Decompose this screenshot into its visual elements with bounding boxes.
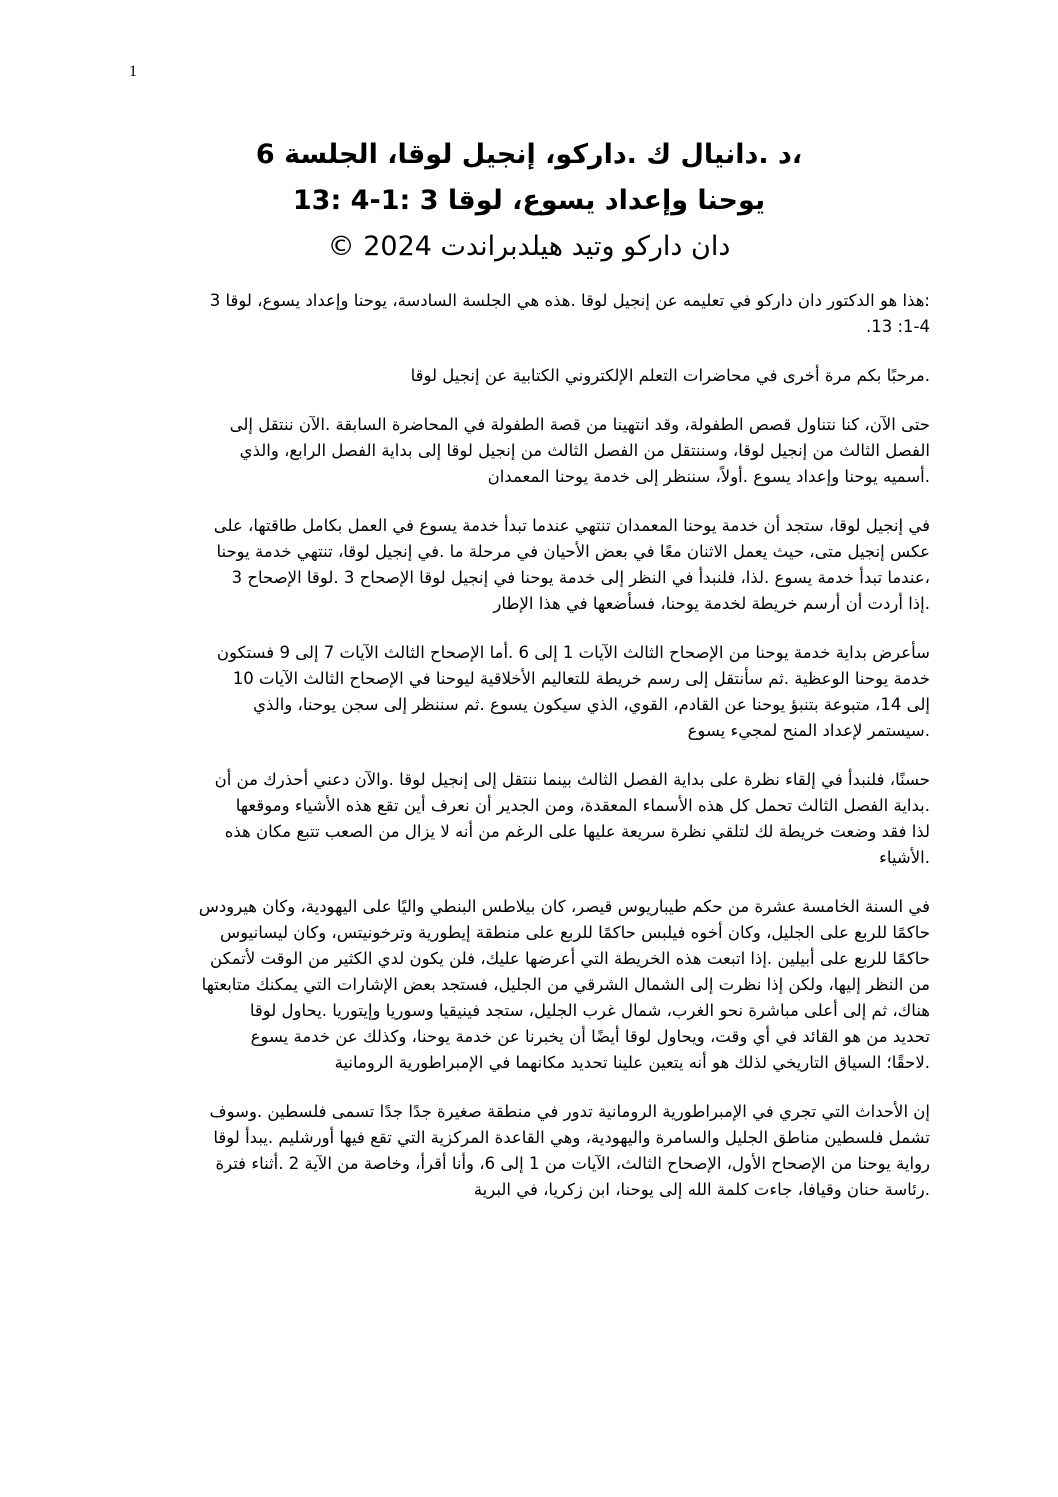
text-line: تشمل فلسطين مناطق الجليل والسامرة واليهودية، وهي القاعدة المركزية التي تقع فيها أورشليم .يبدأ لوقا <box>213 1128 930 1147</box>
text-line: .مرحبًا بكم مرة أخرى في محاضرات التعلم الإلكتروني الكتابية عن إنجيل لوقا <box>410 366 930 385</box>
paragraph-welcome <box>130 363 930 389</box>
text-line: عكس إنجيل متى، حيث يعمل الاثنان معًا في بعض الأحيان في مرحلة ما .في إنجيل لوقا، تنتهي خدمة يوحنا <box>216 542 930 561</box>
text-line: الفصل الثالث من إنجيل لوقا، وسننتقل من الفصل الثالث من إنجيل لوقا إلى بداية الفصل الرابع، والذي <box>239 441 930 460</box>
document-body <box>130 288 930 1226</box>
text-line: إلى 14، متبوعة بتنبؤ يوحنا عن القادم، القوي، الذي سيكون يسوع .ثم سننظر إلى سجن يوحنا، والذي <box>253 695 930 714</box>
text-line: :هذا هو الدكتور دان داركو في تعليمه عن إنجيل لوقا .هذه هي الجلسة السادسة، يوحنا وإعداد يسوع، لوقا 3 <box>209 291 930 310</box>
title-line-2: يوحنا وإعداد يسوع، لوقا 3 :1-4 :13 <box>292 185 766 216</box>
text-line: .بداية الفصل الثالث تحمل كل هذه الأسماء المعقدة، ومن الجدير أن نعرف أين تقع هذه الأشياء وموقعها <box>235 796 930 815</box>
paragraph-chapter-three <box>130 767 930 871</box>
text-line: .لاحقًا؛ السياق التاريخي لذلك هو أنه يتعين علينا تحديد مكانهما في الإمبراطورية الرومانية <box>334 1053 930 1072</box>
paragraph-outline <box>130 640 930 744</box>
paragraph-john-ministry <box>130 513 930 617</box>
text-line: ،عندما تبدأ خدمة يسوع .لذا، فلنبدأ في النظر إلى خدمة يوحنا في إنجيل لوقا الإصحاح 3 .لوقا الإصحاح 3 <box>231 568 930 587</box>
text-line: .رئاسة حنان وقيافا، جاءت كلمة الله إلى يوحنا، ابن زكريا، في البرية <box>473 1180 930 1199</box>
text-line: إن الأحداث التي تجري في الإمبراطورية الرومانية تدور في منطقة صغيرة جدًا جدًا تسمى فلسطين .وسوف <box>209 1102 930 1121</box>
text-line: سأعرض بداية خدمة يوحنا من الإصحاح الثالث الآيات 1 إلى 6 .أما الإصحاح الثالث الآيات 7 إلى 9 فستكون <box>216 643 930 662</box>
paragraph-childhood-stories <box>130 412 930 490</box>
text-line: .إذا أردت أن أرسم خريطة لخدمة يوحنا، فسأضعها في هذا الإطار <box>493 594 930 613</box>
text-line: حسنًا، فلنبدأ في إلقاء نظرة على بداية الفصل الثالث بينما ننتقل إلى إنجيل لوقا .والآن دعني أحذرك من أن <box>214 770 930 789</box>
text-line: حتى الآن، كنا نتناول قصص الطفولة، وقد انتهينا من قصة الطفولة في المحاضرة السابقة .الآن ننتقل إلى <box>229 415 930 434</box>
text-line: في إنجيل لوقا، ستجد أن خدمة يوحنا المعمدان تنتهي عندما تبدأ خدمة يسوع في العمل بكامل طاقتها، على <box>213 516 930 535</box>
text-line: رواية يوحنا من الإصحاح الأول، الإصحاح الثالث، الآيات من 1 إلى 6، وأنا أقرأ، وخاصة من الآية 2 .أثناء فترة <box>215 1154 930 1173</box>
text-line: لذا فقد وضعت خريطة لك لتلقي نظرة سريعة عليها على الرغم من أنه لا يزال من الصعب تتبع مكان هذه <box>224 822 930 841</box>
text-line: في السنة الخامسة عشرة من حكم طيباريوس قيصر، كان بيلاطس البنطي واليًا على اليهودية، وكان هيرودس <box>198 897 930 916</box>
page-number: 1 <box>129 63 137 80</box>
text-line: هناك، ثم إلى أعلى مباشرة نحو الغرب، شمال غرب الجليل، ستجد فينيقيا وسوريا وإيتوريا .يحاول لوقا <box>249 1001 930 1020</box>
text-line: حاكمًا للربع على أبيلين .إذا اتبعت هذه الخريطة التي أعرضها عليك، فلن يكون لدي الكثير من الوقت لأتمكن <box>210 949 930 968</box>
text-line: خدمة يوحنا الوعظية .ثم سأنتقل إلى رسم خريطة للتعاليم الأخلاقية ليوحنا في الإصحاح الثالث الآيات 10 <box>232 669 930 688</box>
document-title <box>130 132 928 270</box>
text-line: .سيستمر لإعداد المنح لمجيء يسوع <box>687 721 930 740</box>
paragraph-rulers <box>130 894 930 1076</box>
paragraph-palestine <box>130 1099 930 1203</box>
text-line: .الأشياء <box>879 848 930 867</box>
text-line: حاكمًا للربع على الجليل، وكان أخوه فيلبس حاكمًا للربع على منطقة إيطورية وترخونيتس، وكان ليسانيوس <box>219 923 930 942</box>
paragraph-intro <box>130 288 930 340</box>
text-line: من النظر إليها، ولكن إذا نظرت إلى الشمال الشرقي من الجليل، فستجد بعض الإشارات التي يمكنك متابعتها <box>201 975 930 994</box>
text-line: تحديد من هو القائد في أي وقت، ويحاول لوقا أيضًا أن يخبرنا عن خدمة يوحنا، وكذلك عن خدمة يسوع <box>250 1027 930 1046</box>
text-line: .أسميه يوحنا وإعداد يسوع .أولاً، سننظر إلى خدمة يوحنا المعمدان <box>487 467 930 486</box>
title-line-1: ،د .دانيال ك .داركو، إنجيل لوقا، الجلسة 6 <box>255 139 803 170</box>
copyright-line: دان داركو وتيد هيلدبراندت 2024 © <box>327 231 731 262</box>
text-line: 1-4: 13. <box>865 317 930 336</box>
